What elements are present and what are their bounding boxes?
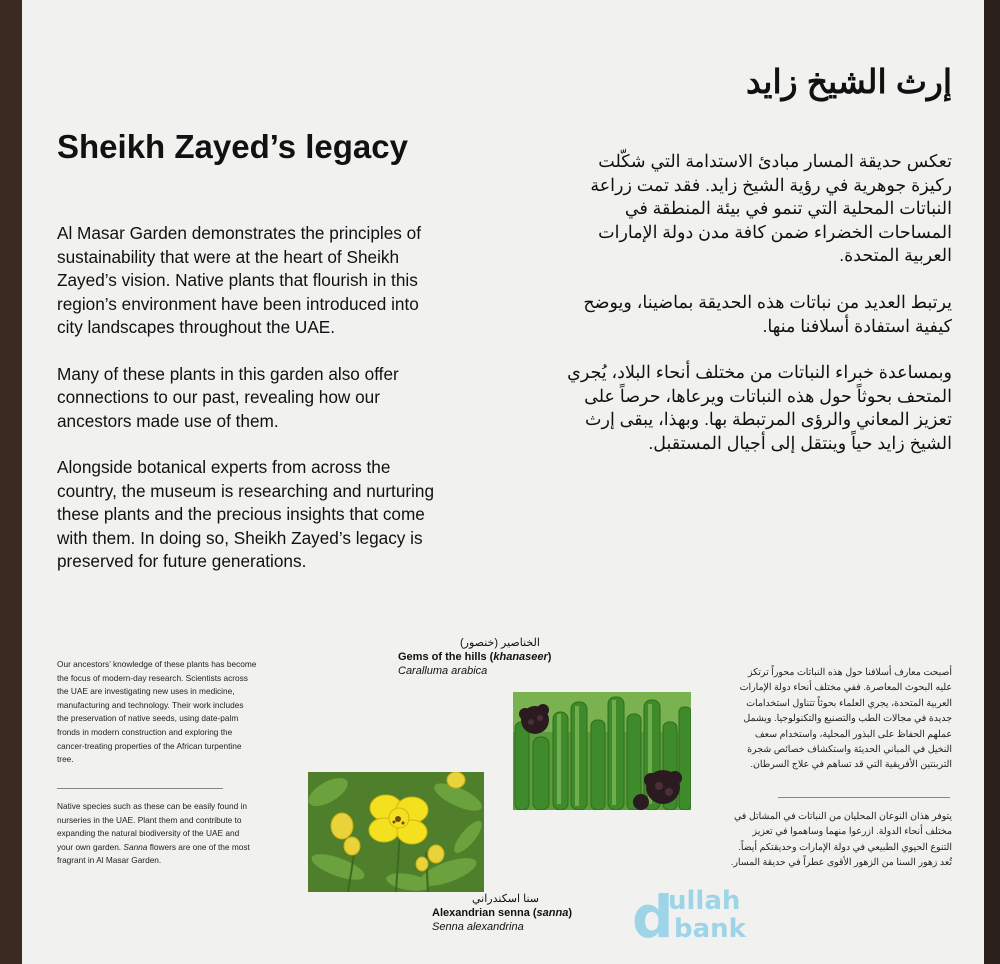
name-italic: sanna [536,907,569,919]
english-paragraph: Al Masar Garden demonstrates the principles of sustainability that were at the heart of Sheikh Zayed’s vision. Native plants that flourish in this region’s environment have been introduced into city landscapes throughout the UAE. [57,223,421,337]
watermark-top: ullah [668,886,741,916]
arabic-paragraph: تعكس حديقة المسار مبادئ الاستدامة التي شكّلت ركيزة جوهرية في رؤية الشيخ زايد. فقد تمت زراعة النباتات المحلية التي تنمو في بيئة المنطقة في المساحات الخضراء ضمن كافة مدن دولة الإمارات العربية المتحدة. [590,151,952,266]
english-paragraph: Many of these plants in this garden also offer connections to our past, revealing how our ancestors made use of them. [57,363,399,431]
gems-arabic-name: الخناصير (خنصور) [460,637,540,649]
senna-common-name [432,906,572,920]
watermark-logo [632,883,772,951]
name-text: ) [547,651,552,663]
gems-scientific-name: Caralluma arabica [398,665,488,677]
name-text: ) [568,907,573,919]
name-text: Gems of the hills ( [398,651,494,663]
arabic-research-note: أصبحت معارف أسلافنا حول هذه النباتات محوراً ترتكز عليه البحوث المعاصرة. ففي مختلف أنحاء دولة الإمارات العربية المتحدة، يجري العلماء بحوثاً تتناول استخدامات جديدة في مجالات الطب والتصنيع والتكنولوجيا. ويشمل عملهم الحفاظ على البذور المحلية، واستخدام سعف النخيل في المباني الحديثة واستكشاف خصائص شجرة التربنتين الأفريقية التي قد تساهم في علاج السرطان. [739,666,952,770]
watermark-initial: d [632,883,674,951]
panel-edge [984,0,1000,964]
english-title: Sheikh Zayed’s legacy [57,128,408,165]
name-italic: khanaseer [493,651,548,663]
arabic-paragraph: وبمساعدة خبراء النباتات من مختلف أنحاء البلاد، يُجري المتحف بحوثاً حول هذه النباتات ويرعاها، حرصاً على تعزيز المعاني والرؤى المرتبطة بها. وبهذا، يبقى إرث الشيخ زايد حياً وينتقل إلى أجيال المستقبل. [567,362,952,453]
gems-caption [398,636,551,678]
english-body [57,222,447,597]
note-text: flowers are one of the most fragrant in Al Masar Garden. [57,841,250,866]
caralluma-photo [513,692,691,810]
gems-common-name [398,650,551,664]
arabic-title: إرث الشيخ زايد [745,63,952,100]
note-text: Native species such as these can be easily found in nurseries in the UAE. Plant them and contribute to expanding the natural biodiversity of the UAE and your own garden. [57,801,248,852]
divider [778,797,950,798]
watermark-bottom: bank [674,914,746,944]
senna-illustration [308,772,484,892]
senna-scientific-name: Senna alexandrina [432,921,524,933]
english-species-note [57,800,257,868]
english-research-note: Our ancestors’ knowledge of these plants has become the focus of modern-day research. Scientists across the UAE are investigating new uses in medicine, manufacturing and technology. Their work includes the preservation of native seeds, using date-palm fronds in modern construction and exploring the cancer-treating properties of the African turpentine tree. [57,659,257,765]
arabic-paragraph: يرتبط العديد من نباتات هذه الحديقة بماضينا، ويوضح كيفية استفادة أسلافنا منها. [583,291,952,336]
senna-arabic-name: سنا اسكندراني [472,893,539,905]
note-text-italic: Sanna [123,841,148,852]
arabic-species-note: يتوفر هذان النوعان المحليان من النباتات في المشاتل في مختلف أنحاء الدولة. ازرعوا منهما وساهموا في تعزيز التنوع الحيوي الطبيعي في دولة الإمارات وحديقتكم أيضاً. تُعد زهور السنا من الزهور الأقوى عطراً في حديقة المسار. [730,810,952,868]
divider [57,788,223,789]
name-text: Alexandrian senna ( [432,907,537,919]
senna-photo [308,772,484,892]
english-paragraph: Alongside botanical experts from across the country, the museum is researching and nurturing these plants and the precious insights that come with them. In doing so, Sheikh Zayed’s legacy is preserved for future generations. [57,457,435,571]
arabic-body [560,150,952,479]
senna-caption [432,892,572,934]
caralluma-illustration [513,692,691,810]
